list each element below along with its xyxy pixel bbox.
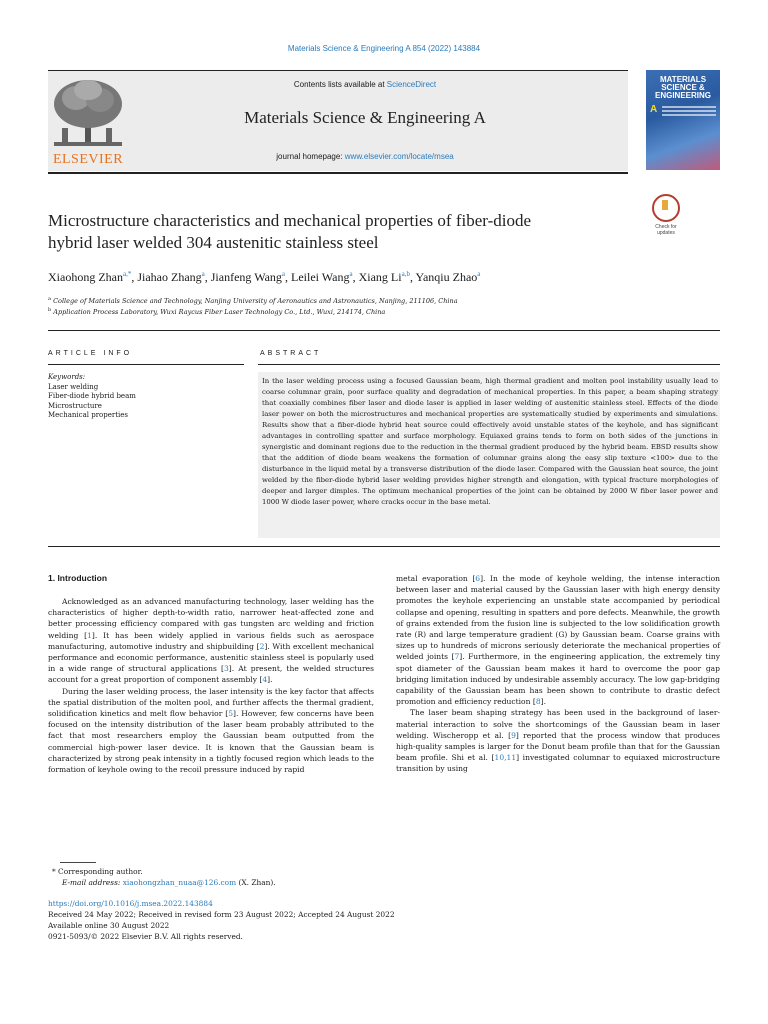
citation-link[interactable]: 1 [87, 630, 92, 640]
author[interactable]: Yanqiu Zhao [415, 270, 478, 284]
paragraph: metal evaporation [6]. In the mode of keyhole welding, the intense interaction between laser and material caused by the Gaussian laser with high energy density promotes the keyhole experiencing an unstable state accompanied by periodical collapse and opening, resulting in spatters and pore defects. Meanwhile, the growth of grains extended from the fusion line is subjected to the low solidification growth rate (R) and large temperature gradient (G) by Gaussian beam. Coarse grains with sizes up to hundreds of microns seriously deteriorate the mechanical properties of welded joints [7]. Furthermore, in the engineering application, the extremely tiny spot diameter of the Gaussian beam makes it hard to overcome the poor gap bridging limitation induced by undesirable assembly accuracy. The low gap-bridging capability of the Gaussian beam has been shown to contribute to drastic defect promotion and efficiency reduction [8]. [396, 574, 720, 707]
copyright: 0921-5093/© 2022 Elsevier B.V. All rights reserved. [48, 932, 243, 941]
publisher-name: ELSEVIER [52, 152, 124, 167]
divider [48, 330, 720, 331]
abstract-text: In the laser welding process using a focused Gaussian beam, high thermal gradient and molten pool instability usually lead to coarse columnar grain, poor surface quality and degradation of mechanical properties. In this paper, a beam shaping strategy that coaxially combines fiber laser and diode laser is applied in laser welding of austenitic stainless steel. Effects of the diode laser power on both the microstructures and mechanical properties are systematically studied by experiments and simulations. Results show that a fiber-diode hybrid heat source could effectively avoid unstable states of the keyhole, and has significant advantages in controlling spatter and surface morphology. Equiaxed grains tends to form on both sides of the junctions in synergistic and dominant regions due to the reduction in the thermal gradient produced by the hybrid beam. EBSD results show that the addition of diode beam weakens the formation of columnar grains along the easy slip texture <100> due to the disturbance in the liquid metal by a transverse distribution of the diode laser. Compared with the Gaussian heat source, the joint welded by the fiber-diode hybrid laser welding provides higher strength and elongation, with typical fracture morphologies of deeper and larger dimples. The optimum mechanical properties of the joint can be obtained by 2000 W fiber laser power and 1000 W diode laser power, where cracks occur in the base metal. [262, 377, 718, 506]
section-heading-introduction: 1. Introduction [48, 573, 108, 583]
author[interactable]: Jiahao Zhang [137, 270, 202, 284]
elsevier-logo [48, 76, 128, 168]
bookmark-icon [652, 194, 680, 222]
keywords: Keywords: Laser welding Fiber-diode hybrid beam Microstructure Mechanical properties [48, 373, 244, 421]
affiliation: $^b$ Application Process Laboratory, Wuxi Raycus Fiber Laser Technology Co., Ltd., Wuxi, 214174, China [48, 307, 386, 317]
citation-link[interactable]: 9 [511, 730, 516, 740]
cover-title: MATERIALS SCIENCE & ENGINEERING [654, 75, 711, 100]
keyword: Laser welding [48, 382, 99, 391]
citation-link[interactable]: 10,11 [494, 753, 517, 763]
keyword: Fiber-diode hybrid beam [48, 392, 136, 400]
divider [48, 364, 244, 365]
cover-decoration [662, 106, 716, 118]
author[interactable]: Xiang Li [358, 270, 402, 284]
banner-divider [48, 172, 628, 174]
author-list: Xiaohong Zhan$^{a,*}$, Jiahao Zhang$^a$, Jianfeng Wang$^a$, Leilei Wang$^a$, Xiang Li$^{a,b}$, Yanqiu Zhao$^a$ [48, 270, 481, 284]
keyword: Mechanical properties [48, 411, 129, 419]
right-column [396, 573, 720, 775]
journal-title: Materials Science & Engineering A [244, 108, 486, 127]
email-note: E-mail address: xiaohongzhan_nuaa@126.com (X. Zhan). [62, 878, 276, 887]
cover-letter: A [650, 104, 658, 115]
citation-link[interactable]: 5 [228, 709, 233, 719]
paragraph: During the laser welding process, the laser intensity is the key factor that affects the spatial distribution of the molten pool, and further affects the thermal gradient, solidification kinetics and melt flow behavior [5]. However, few concerns have been focused on the intensity distribution of the laser beam probably attributed to the fact that most researchers employ the Gaussian beam outputted from the commercial high-power laser device. It is known that the Gaussian beam is characterized by strong peak intensity in a tightly focused region which leads to the formation of keyhole owing to the recoil pressure induced by rapid [48, 686, 374, 775]
running-head[interactable]: Materials Science & Engineering A 854 (2022) 143884 [287, 44, 481, 53]
citation-link[interactable]: 7 [454, 652, 460, 662]
footnote-rule [60, 862, 96, 863]
divider [258, 364, 720, 365]
received-dates: Received 24 May 2022; Received in revised form 23 August 2022; Accepted 24 August 2022 [48, 910, 395, 919]
journal-homepage: journal homepage: www.elsevier.com/locate/msea [276, 152, 454, 161]
doi-link[interactable]: https://doi.org/10.1016/j.msea.2022.143884 [48, 899, 213, 908]
citation-link[interactable]: 8 [535, 697, 541, 707]
citation-link[interactable]: 4 [262, 675, 268, 685]
author[interactable]: Xiaohong Zhan [48, 270, 123, 284]
abstract-heading: ABSTRACT [260, 350, 322, 357]
left-column [48, 596, 374, 775]
author[interactable]: Jianfeng Wang [210, 270, 282, 284]
paper-title: Microstructure characteristics and mechanical properties of fiber-diode hybrid laser welded 304 austenitic stainless steel [48, 211, 531, 252]
affiliation: $^a$ College of Materials Science and Technology, Nanjing University of Aeronautics and Astronautics, Nanjing, 211106, China [48, 296, 458, 306]
available-date: Available online 30 August 2022 [48, 921, 170, 930]
paragraph: Acknowledged as an advanced manufacturing technology, laser welding has the characteristics of higher depth-to-width ratio, narrower heat-affected zone and better processing efficiency compared with gas tungsten arc welding and friction welding [1]. It has been widely applied in various fields such as aerospace manufacturing, automotive industry and shipbuilding [2]. With excellent mechanical performance and economic performance, austenitic stainless steel is popularly used in a wide range of structural applications [3]. At present, the welded structures account for a great proportion of component assembly [4]. [48, 597, 374, 685]
article-history [48, 898, 728, 942]
paragraph: The laser beam shaping strategy has been used in the background of laser-material interaction to solve the shortcomings of the Gaussian beam in laser welding. Wischeropp et al. [9] reported that the process window that produces high-quality samples is larger for the Donut beam profile than that for the Gaussian beam profile. Shi et al. [10,11] investigated columnar to equiaxed microstructure transition by using [396, 708, 720, 774]
check-updates-button[interactable]: Check for updates [646, 194, 686, 236]
journal-cover[interactable] [646, 70, 720, 170]
email-link[interactable]: xiaohongzhan_nuaa@126.com [122, 878, 237, 887]
citation-link[interactable]: 2 [259, 641, 265, 651]
citation-link[interactable]: 3 [223, 664, 229, 674]
divider [48, 546, 720, 547]
corresponding-author-note: * Corresponding author. [52, 867, 143, 876]
article-info-heading: ARTICLE INFO [48, 350, 133, 357]
author[interactable]: Leilei Wang [291, 270, 350, 284]
contents-line: Contents lists available at ScienceDirect [293, 80, 437, 89]
citation-link[interactable]: 6 [475, 574, 481, 583]
footnotes [52, 866, 692, 888]
tree-icon [48, 76, 128, 152]
keyword: Microstructure [48, 401, 102, 410]
sciencedirect-link[interactable]: ScienceDirect [386, 80, 437, 89]
homepage-link[interactable]: www.elsevier.com/locate/msea [344, 152, 454, 161]
